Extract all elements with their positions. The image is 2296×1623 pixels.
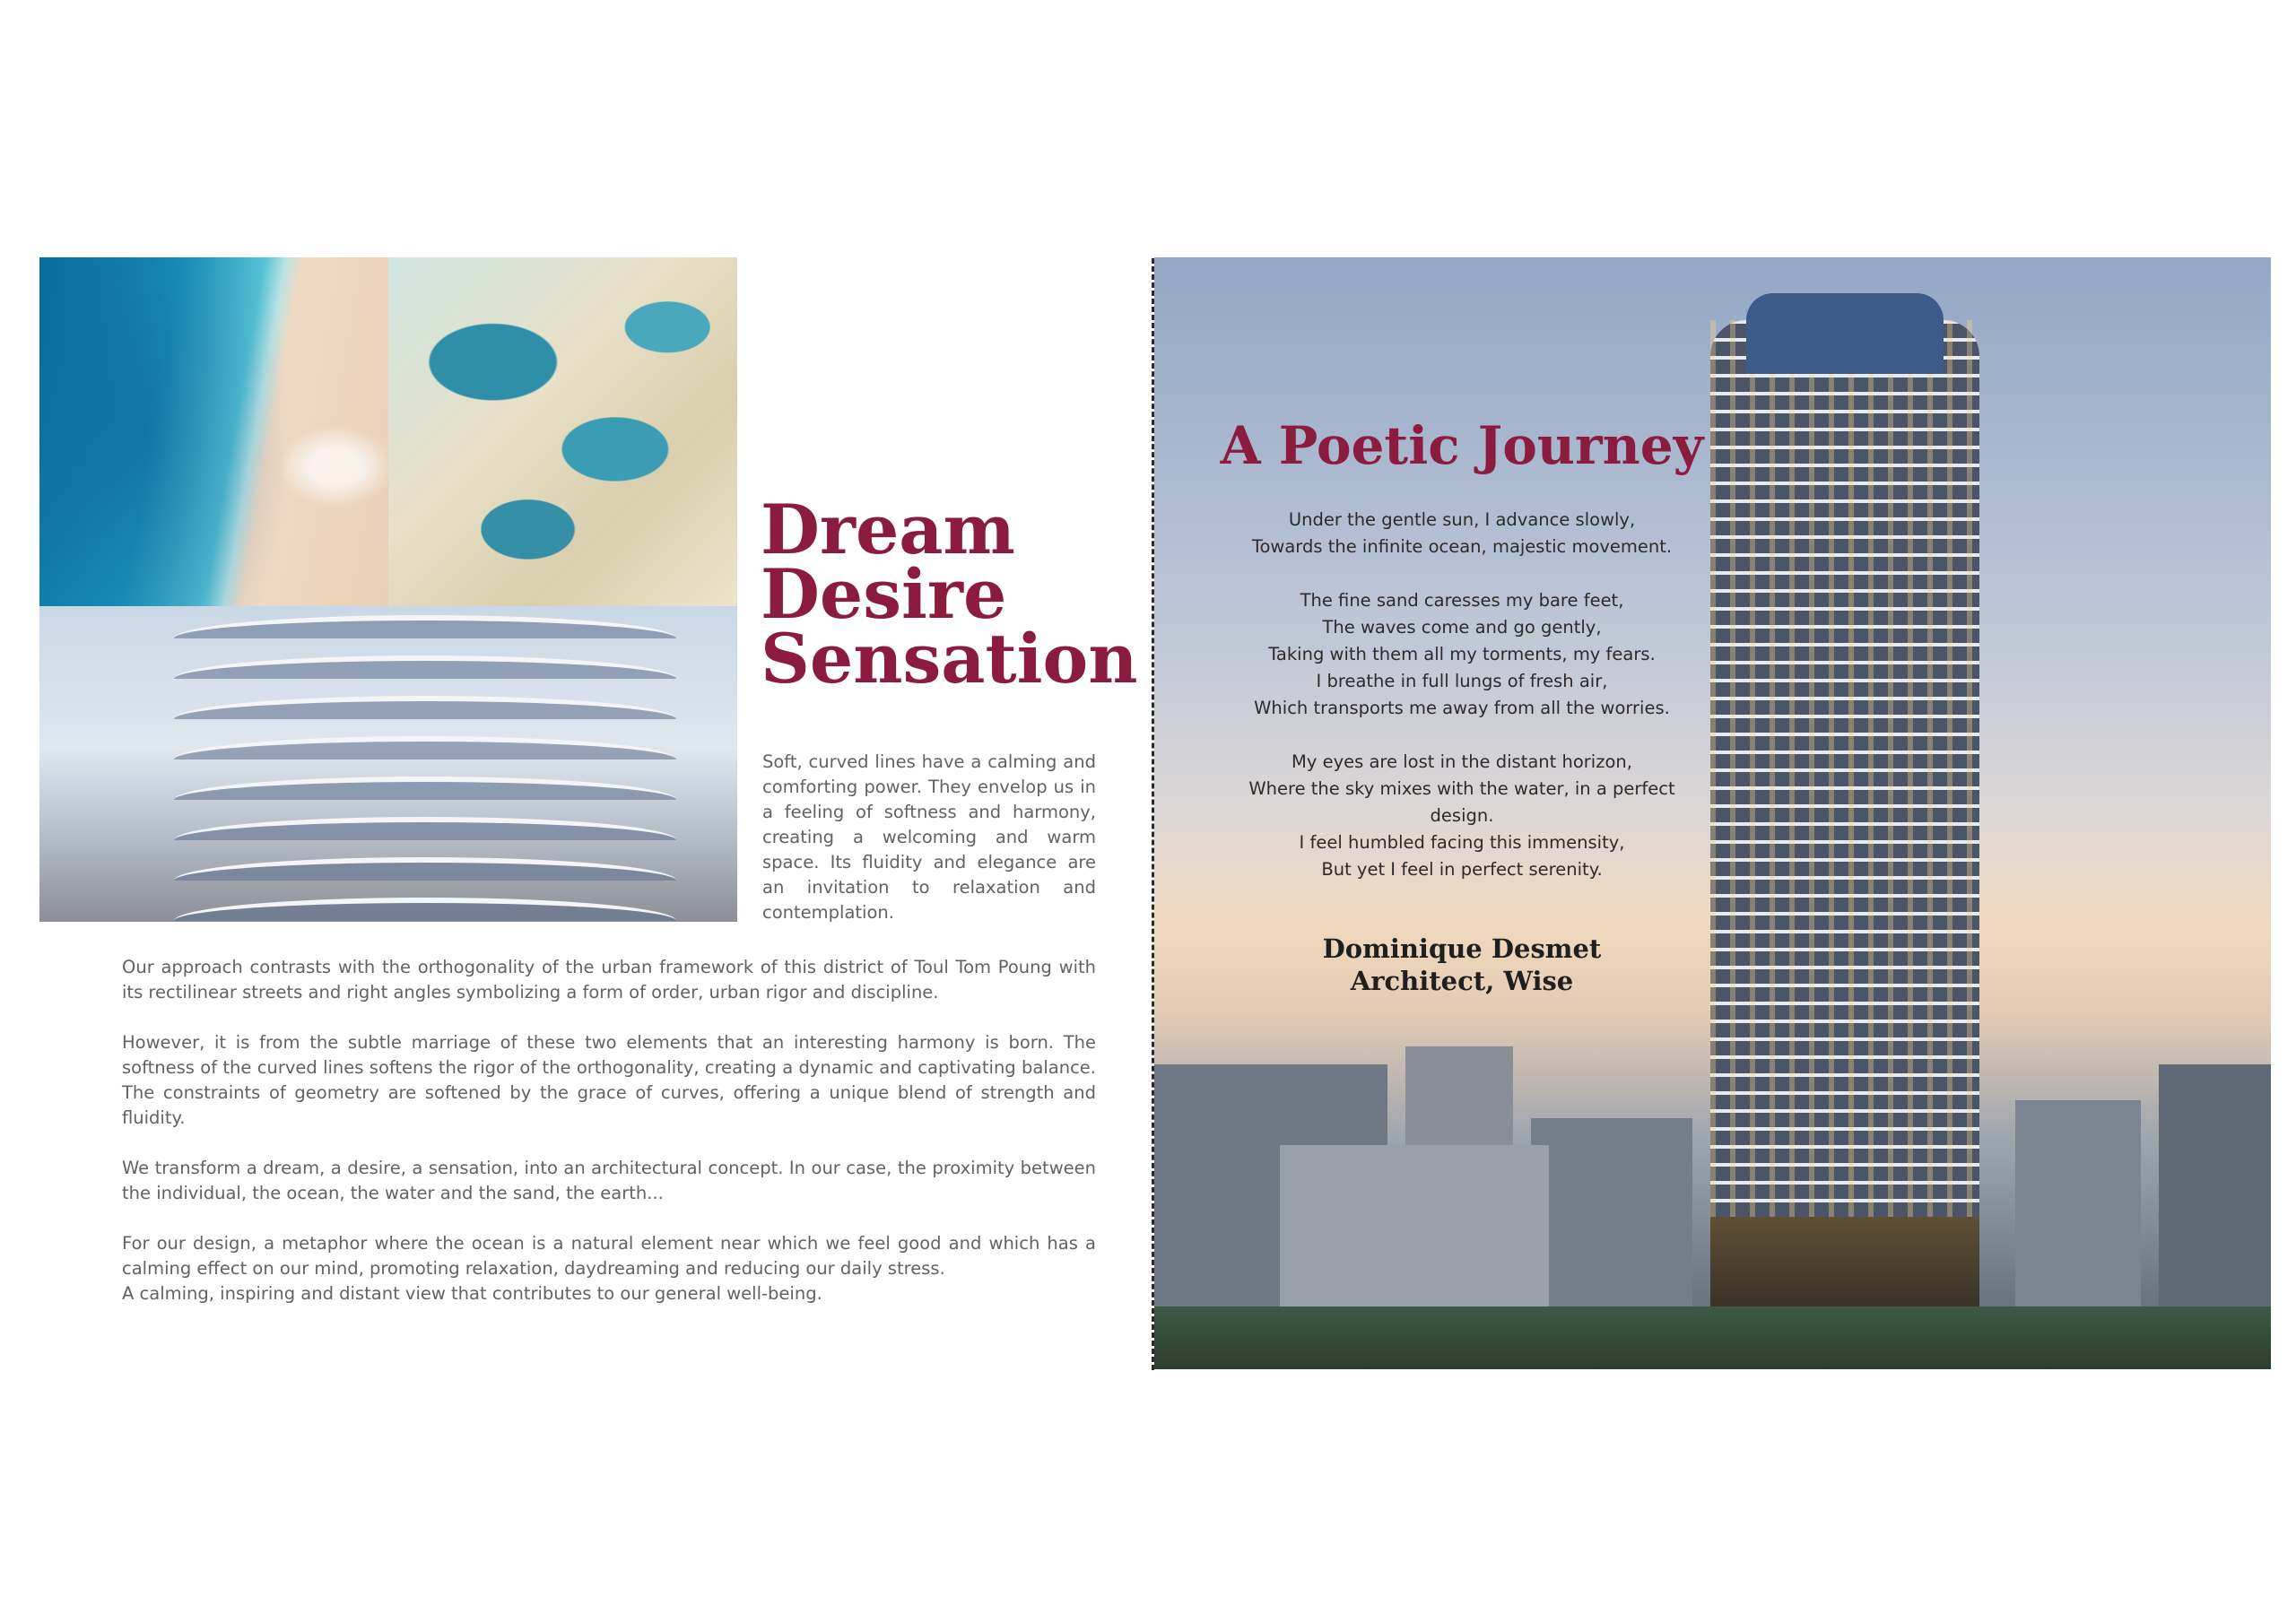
poem-line: I feel humbled facing this immensity,: [1299, 832, 1625, 853]
body-text: [122, 955, 1096, 1306]
tree-line: [1154, 1306, 2271, 1369]
poem-stanza-1: [1247, 507, 1677, 560]
poem-line: Taking with them all my torments, my fears.: [1268, 644, 1656, 664]
poem-line: Towards the infinite ocean, majestic movement.: [1251, 536, 1673, 557]
poem-stanza-3: [1247, 749, 1677, 883]
heading-line-desire: Desire: [761, 554, 1007, 634]
tower-building: [1710, 320, 1979, 1342]
intro-paragraph: Soft, curved lines have a calming and comforting power. They envelop us in a feeling of softness and harmony, creating a welcoming and warm space. Its fluidity and elegance are an invitation to relaxation and contemplation.: [762, 751, 1096, 923]
poem-line: Under the gentle sun, I advance slowly,: [1288, 509, 1636, 530]
poem-line: Where the sky mixes with the water, in a perfect design.: [1248, 778, 1675, 826]
ocean-shore-photo: [39, 257, 388, 606]
poem-line: The fine sand caresses my bare feet,: [1300, 590, 1624, 611]
poem-line: The waves come and go gently,: [1322, 617, 1602, 638]
signature: [1247, 933, 1677, 997]
tower-crown: [1746, 293, 1944, 374]
poem: [1247, 507, 1677, 910]
paragraph: Our approach contrasts with the orthogonality of the urban framework of this district of Toul Tom Poung with its rectilinear streets and right angles symbolizing a form of order, urban rigor and discipline.: [122, 957, 1096, 1002]
signature-title: Architect, Wise: [1350, 966, 1574, 996]
paragraph: For our design, a metaphor where the ocean is a natural element near which we feel good and which has a calming effect on our mind, promoting relaxation, daydreaming and reducing our daily stress.: [122, 1233, 1096, 1279]
tower-base: [1710, 1217, 1979, 1306]
poem-line: I breathe in full lungs of fresh air,: [1316, 671, 1608, 691]
paragraph: However, it is from the subtle marriage of these two elements that an interesting harmony is born. The softness of the curved lines softens the rigor of the orthogonality, creating a dynamic and captivating balance. The constraints of geometry are softened by the grace of curves, offering a unique blend of strength and fluidity.: [122, 1032, 1096, 1128]
paragraph: We transform a dream, a desire, a sensation, into an architectural concept. In our case, the proximity between the individual, the ocean, the water and the sand, the earth...: [122, 1158, 1096, 1203]
heading-line-dream: Dream: [761, 490, 1015, 569]
sand-water-pattern-photo: [388, 257, 737, 606]
heading-line-sensation: Sensation: [761, 619, 1138, 699]
poem-line: My eyes are lost in the distant horizon,: [1292, 751, 1632, 772]
poem-stanza-2: [1247, 587, 1677, 722]
poem-title: A Poetic Journey: [1220, 415, 1704, 476]
poem-line: But yet I feel in perfect serenity.: [1321, 859, 1603, 880]
closing-line: A calming, inspiring and distant view that contributes to our general well-being.: [122, 1283, 822, 1304]
curved-building-photo: [39, 606, 737, 922]
poem-line: Which transports me away from all the worries.: [1254, 698, 1670, 718]
page-heading: [761, 490, 1138, 699]
signature-name: Dominique Desmet: [1322, 933, 1602, 964]
